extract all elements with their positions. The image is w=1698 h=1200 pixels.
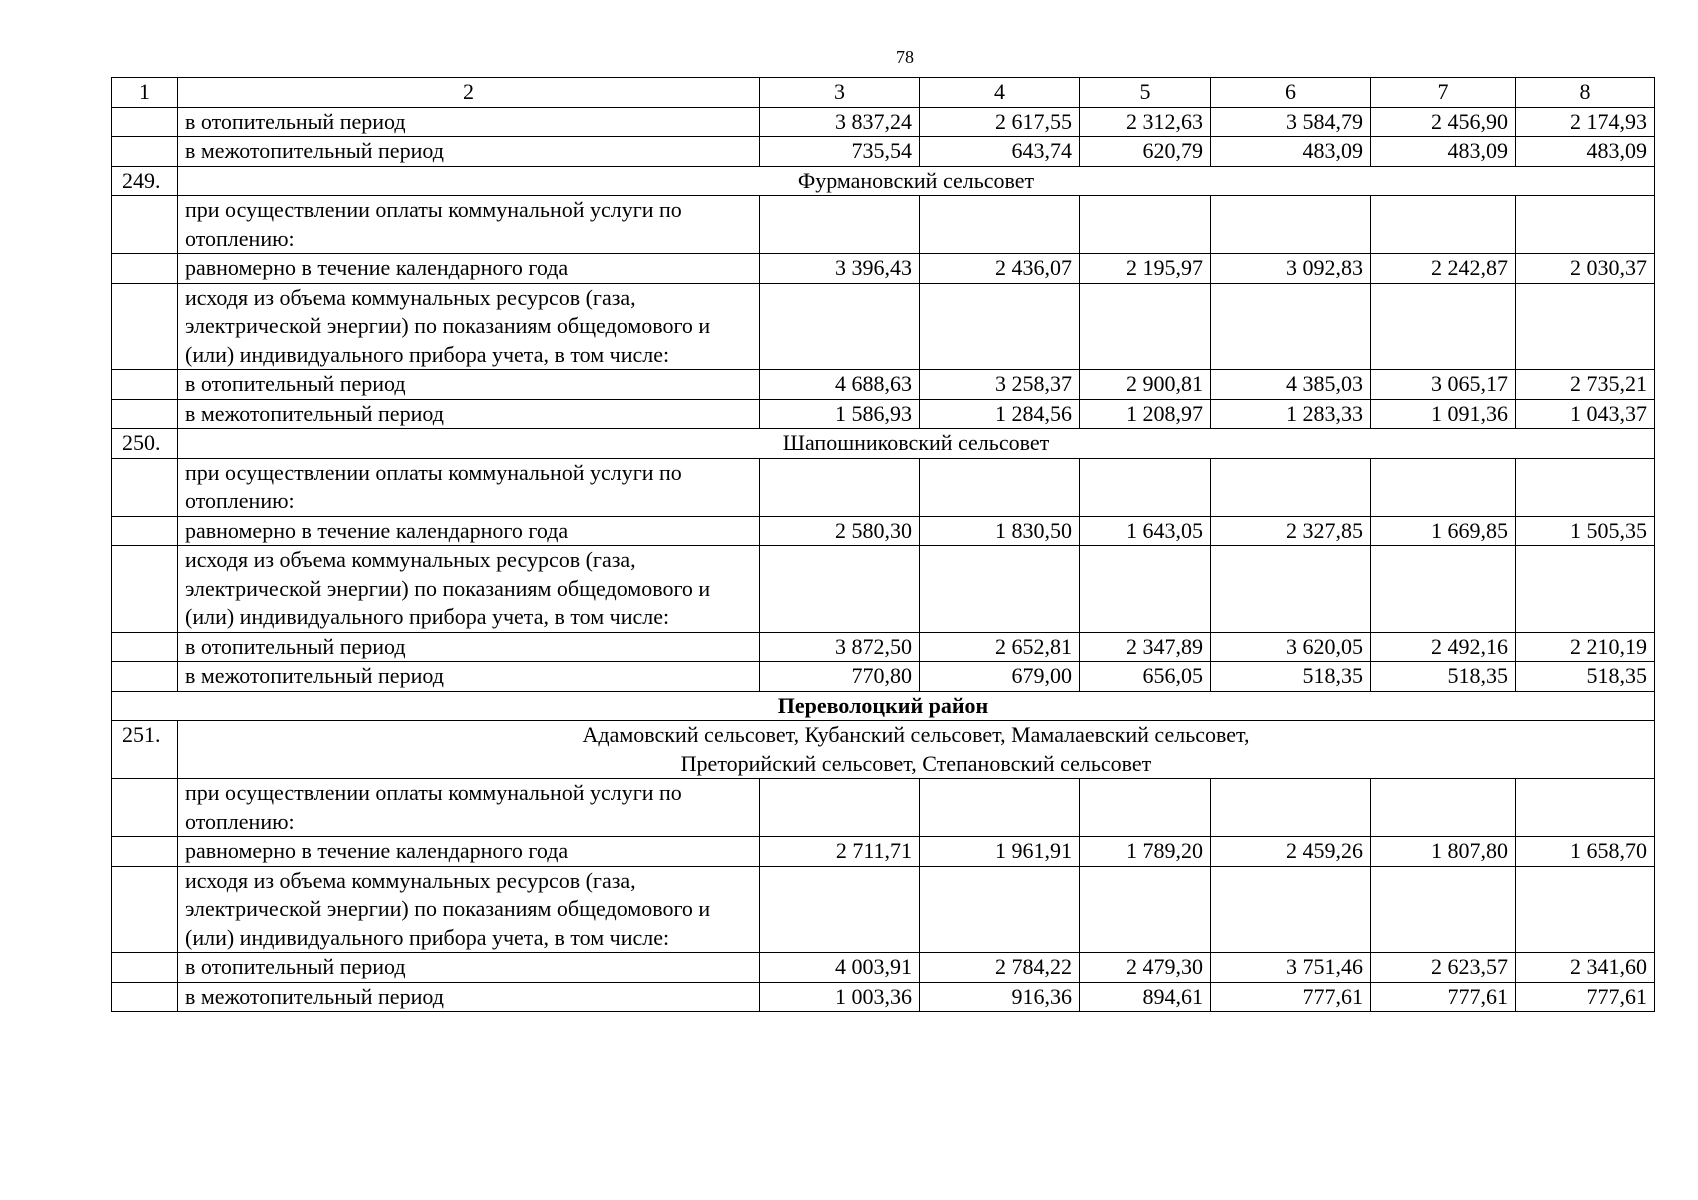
value-cell: 483,09 [1516,137,1655,167]
value-cell [760,866,920,953]
value-cell: 2 456,90 [1371,107,1516,137]
value-cell: 777,61 [1211,982,1371,1012]
value-cell: 2 459,26 [1211,837,1371,867]
value-cell: 518,35 [1516,662,1655,692]
value-cell [760,283,920,370]
row-label: исходя из объема коммунальных ресурсов (газа, электрической энергии) по показаниям общедомового и (или) индивидуального прибора учета, в том числе: [178,283,760,370]
value-cell: 2 580,30 [760,516,920,546]
column-header: 5 [1080,78,1211,108]
row-label: равномерно в течение календарного года [178,516,760,546]
row-label: при осуществлении оплаты коммунальной услуги по отоплению: [178,779,760,837]
value-cell: 2 327,85 [1211,516,1371,546]
section-name [178,721,1655,779]
value-cell: 3 872,50 [760,632,920,662]
value-cell: 916,36 [920,982,1080,1012]
value-cell [1211,196,1371,254]
value-cell [920,458,1080,516]
column-header: 6 [1211,78,1371,108]
row-number-cell [112,953,178,983]
value-cell: 770,80 [760,662,920,692]
value-cell: 518,35 [1211,662,1371,692]
row-number-cell [112,399,178,429]
value-cell: 483,09 [1371,137,1516,167]
value-cell [1516,866,1655,953]
value-cell: 2 617,55 [920,107,1080,137]
value-cell: 1 789,20 [1080,837,1211,867]
value-cell: 656,05 [1080,662,1211,692]
value-cell: 2 242,87 [1371,254,1516,284]
value-cell: 2 210,19 [1516,632,1655,662]
row-label: исходя из объема коммунальных ресурсов (газа, электрической энергии) по показаниям общедомового и (или) индивидуального прибора учета, в том числе: [178,866,760,953]
row-label: в отопительный период [178,107,760,137]
row-label: исходя из объема коммунальных ресурсов (газа, электрической энергии) по показаниям общедомового и (или) индивидуального прибора учета, в том числе: [178,546,760,633]
page-number: 78 [896,47,914,67]
section-name: Фурмановский сельсовет [178,166,1655,196]
row-number-cell [112,283,178,370]
value-cell: 2 784,22 [920,953,1080,983]
row-number-cell [112,196,178,254]
value-cell: 2 347,89 [1080,632,1211,662]
value-cell: 1 505,35 [1516,516,1655,546]
table-row [112,283,1655,370]
value-cell: 1 643,05 [1080,516,1211,546]
value-cell [1516,779,1655,837]
section-header-row [112,166,1655,196]
district-name: Переволоцкий район [112,691,1655,721]
value-cell: 1 091,36 [1371,399,1516,429]
table-row [112,107,1655,137]
table-row [112,779,1655,837]
value-cell [1371,196,1516,254]
value-cell: 1 003,36 [760,982,920,1012]
row-label: при осуществлении оплаты коммунальной услуги по отоплению: [178,458,760,516]
section-header-row [112,429,1655,459]
row-number-cell [112,370,178,400]
table-row [112,546,1655,633]
value-cell: 3 837,24 [760,107,920,137]
value-cell [920,866,1080,953]
row-number-cell [112,837,178,867]
value-cell: 2 492,16 [1371,632,1516,662]
section-name-line: Преторийский сельсовет, Степановский сельсовет [680,750,1152,776]
row-number-cell [112,632,178,662]
table-row [112,516,1655,546]
table-row [112,632,1655,662]
value-cell [920,196,1080,254]
value-cell [920,546,1080,633]
table-row [112,662,1655,692]
value-cell [1211,779,1371,837]
row-number-cell [112,458,178,516]
row-label: в отопительный период [178,953,760,983]
table-row [112,137,1655,167]
value-cell: 2 735,21 [1516,370,1655,400]
value-cell: 3 751,46 [1211,953,1371,983]
table-row [112,196,1655,254]
table-row [112,458,1655,516]
value-cell [760,546,920,633]
value-cell: 3 065,17 [1371,370,1516,400]
value-cell: 679,00 [920,662,1080,692]
row-label: в межотопительный период [178,982,760,1012]
section-name: Шапошниковский сельсовет [178,429,1655,459]
value-cell [1080,779,1211,837]
value-cell: 2 711,71 [760,837,920,867]
row-number-cell [112,982,178,1012]
value-cell: 2 652,81 [920,632,1080,662]
value-cell: 1 586,93 [760,399,920,429]
value-cell: 3 620,05 [1211,632,1371,662]
value-cell: 2 623,57 [1371,953,1516,983]
value-cell [1516,196,1655,254]
value-cell [1371,458,1516,516]
tariff-table [111,77,1655,1012]
row-label: равномерно в течение календарного года [178,254,760,284]
table-row [112,837,1655,867]
value-cell: 2 312,63 [1080,107,1211,137]
value-cell: 777,61 [1371,982,1516,1012]
column-header: 1 [112,78,178,108]
value-cell [760,779,920,837]
value-cell: 2 174,93 [1516,107,1655,137]
value-cell: 3 258,37 [920,370,1080,400]
value-cell: 2 341,60 [1516,953,1655,983]
value-cell: 1 043,37 [1516,399,1655,429]
value-cell: 4 385,03 [1211,370,1371,400]
section-number: 250. [112,429,178,459]
value-cell: 2 195,97 [1080,254,1211,284]
section-name-line: Адамовский сельсовет, Кубанский сельсовет, Мамалаевский сельсовет, [582,722,1250,747]
value-cell: 518,35 [1371,662,1516,692]
row-label: в отопительный период [178,370,760,400]
value-cell [1371,779,1516,837]
value-cell: 4 003,91 [760,953,920,983]
value-cell [1371,546,1516,633]
value-cell: 643,74 [920,137,1080,167]
column-header: 2 [178,78,760,108]
value-cell [760,458,920,516]
value-cell [1080,196,1211,254]
value-cell: 2 479,30 [1080,953,1211,983]
row-label: при осуществлении оплаты коммунальной услуги по отоплению: [178,196,760,254]
table-row [112,982,1655,1012]
row-label: в отопительный период [178,632,760,662]
value-cell: 2 030,37 [1516,254,1655,284]
section-number: 251. [112,721,178,779]
value-cell: 3 396,43 [760,254,920,284]
row-number-cell [112,254,178,284]
value-cell: 620,79 [1080,137,1211,167]
value-cell: 3 584,79 [1211,107,1371,137]
value-cell [920,779,1080,837]
value-cell: 2 436,07 [920,254,1080,284]
section-header-row [112,721,1655,779]
value-cell [1211,546,1371,633]
row-number-cell [112,107,178,137]
value-cell: 777,61 [1516,982,1655,1012]
value-cell [1211,458,1371,516]
column-header: 4 [920,78,1080,108]
value-cell: 894,61 [1080,982,1211,1012]
value-cell [1211,866,1371,953]
row-label: в межотопительный период [178,399,760,429]
row-label: в межотопительный период [178,662,760,692]
value-cell [1516,458,1655,516]
value-cell [1211,283,1371,370]
district-header-row [112,691,1655,721]
value-cell: 1 284,56 [920,399,1080,429]
row-number-cell [112,546,178,633]
value-cell: 1 658,70 [1516,837,1655,867]
row-number-cell [112,137,178,167]
value-cell: 483,09 [1211,137,1371,167]
row-number-cell [112,779,178,837]
column-number-row [112,78,1655,108]
value-cell [760,196,920,254]
value-cell: 1 208,97 [1080,399,1211,429]
section-number: 249. [112,166,178,196]
value-cell: 1 283,33 [1211,399,1371,429]
value-cell: 4 688,63 [760,370,920,400]
row-label: в межотопительный период [178,137,760,167]
table-row [112,370,1655,400]
value-cell [1080,458,1211,516]
value-cell: 1 669,85 [1371,516,1516,546]
value-cell [1516,546,1655,633]
value-cell: 1 807,80 [1371,837,1516,867]
value-cell [1080,546,1211,633]
value-cell [1371,866,1516,953]
column-header: 3 [760,78,920,108]
value-cell [1080,866,1211,953]
table-row [112,254,1655,284]
table-row [112,399,1655,429]
row-label: равномерно в течение календарного года [178,837,760,867]
value-cell [1371,283,1516,370]
value-cell [1516,283,1655,370]
column-header: 8 [1516,78,1655,108]
value-cell: 2 900,81 [1080,370,1211,400]
value-cell: 1 830,50 [920,516,1080,546]
value-cell: 1 961,91 [920,837,1080,867]
row-number-cell [112,866,178,953]
row-number-cell [112,516,178,546]
table-row [112,953,1655,983]
value-cell [920,283,1080,370]
value-cell: 735,54 [760,137,920,167]
column-header: 7 [1371,78,1516,108]
value-cell: 3 092,83 [1211,254,1371,284]
row-number-cell [112,662,178,692]
table-row [112,866,1655,953]
value-cell [1080,283,1211,370]
